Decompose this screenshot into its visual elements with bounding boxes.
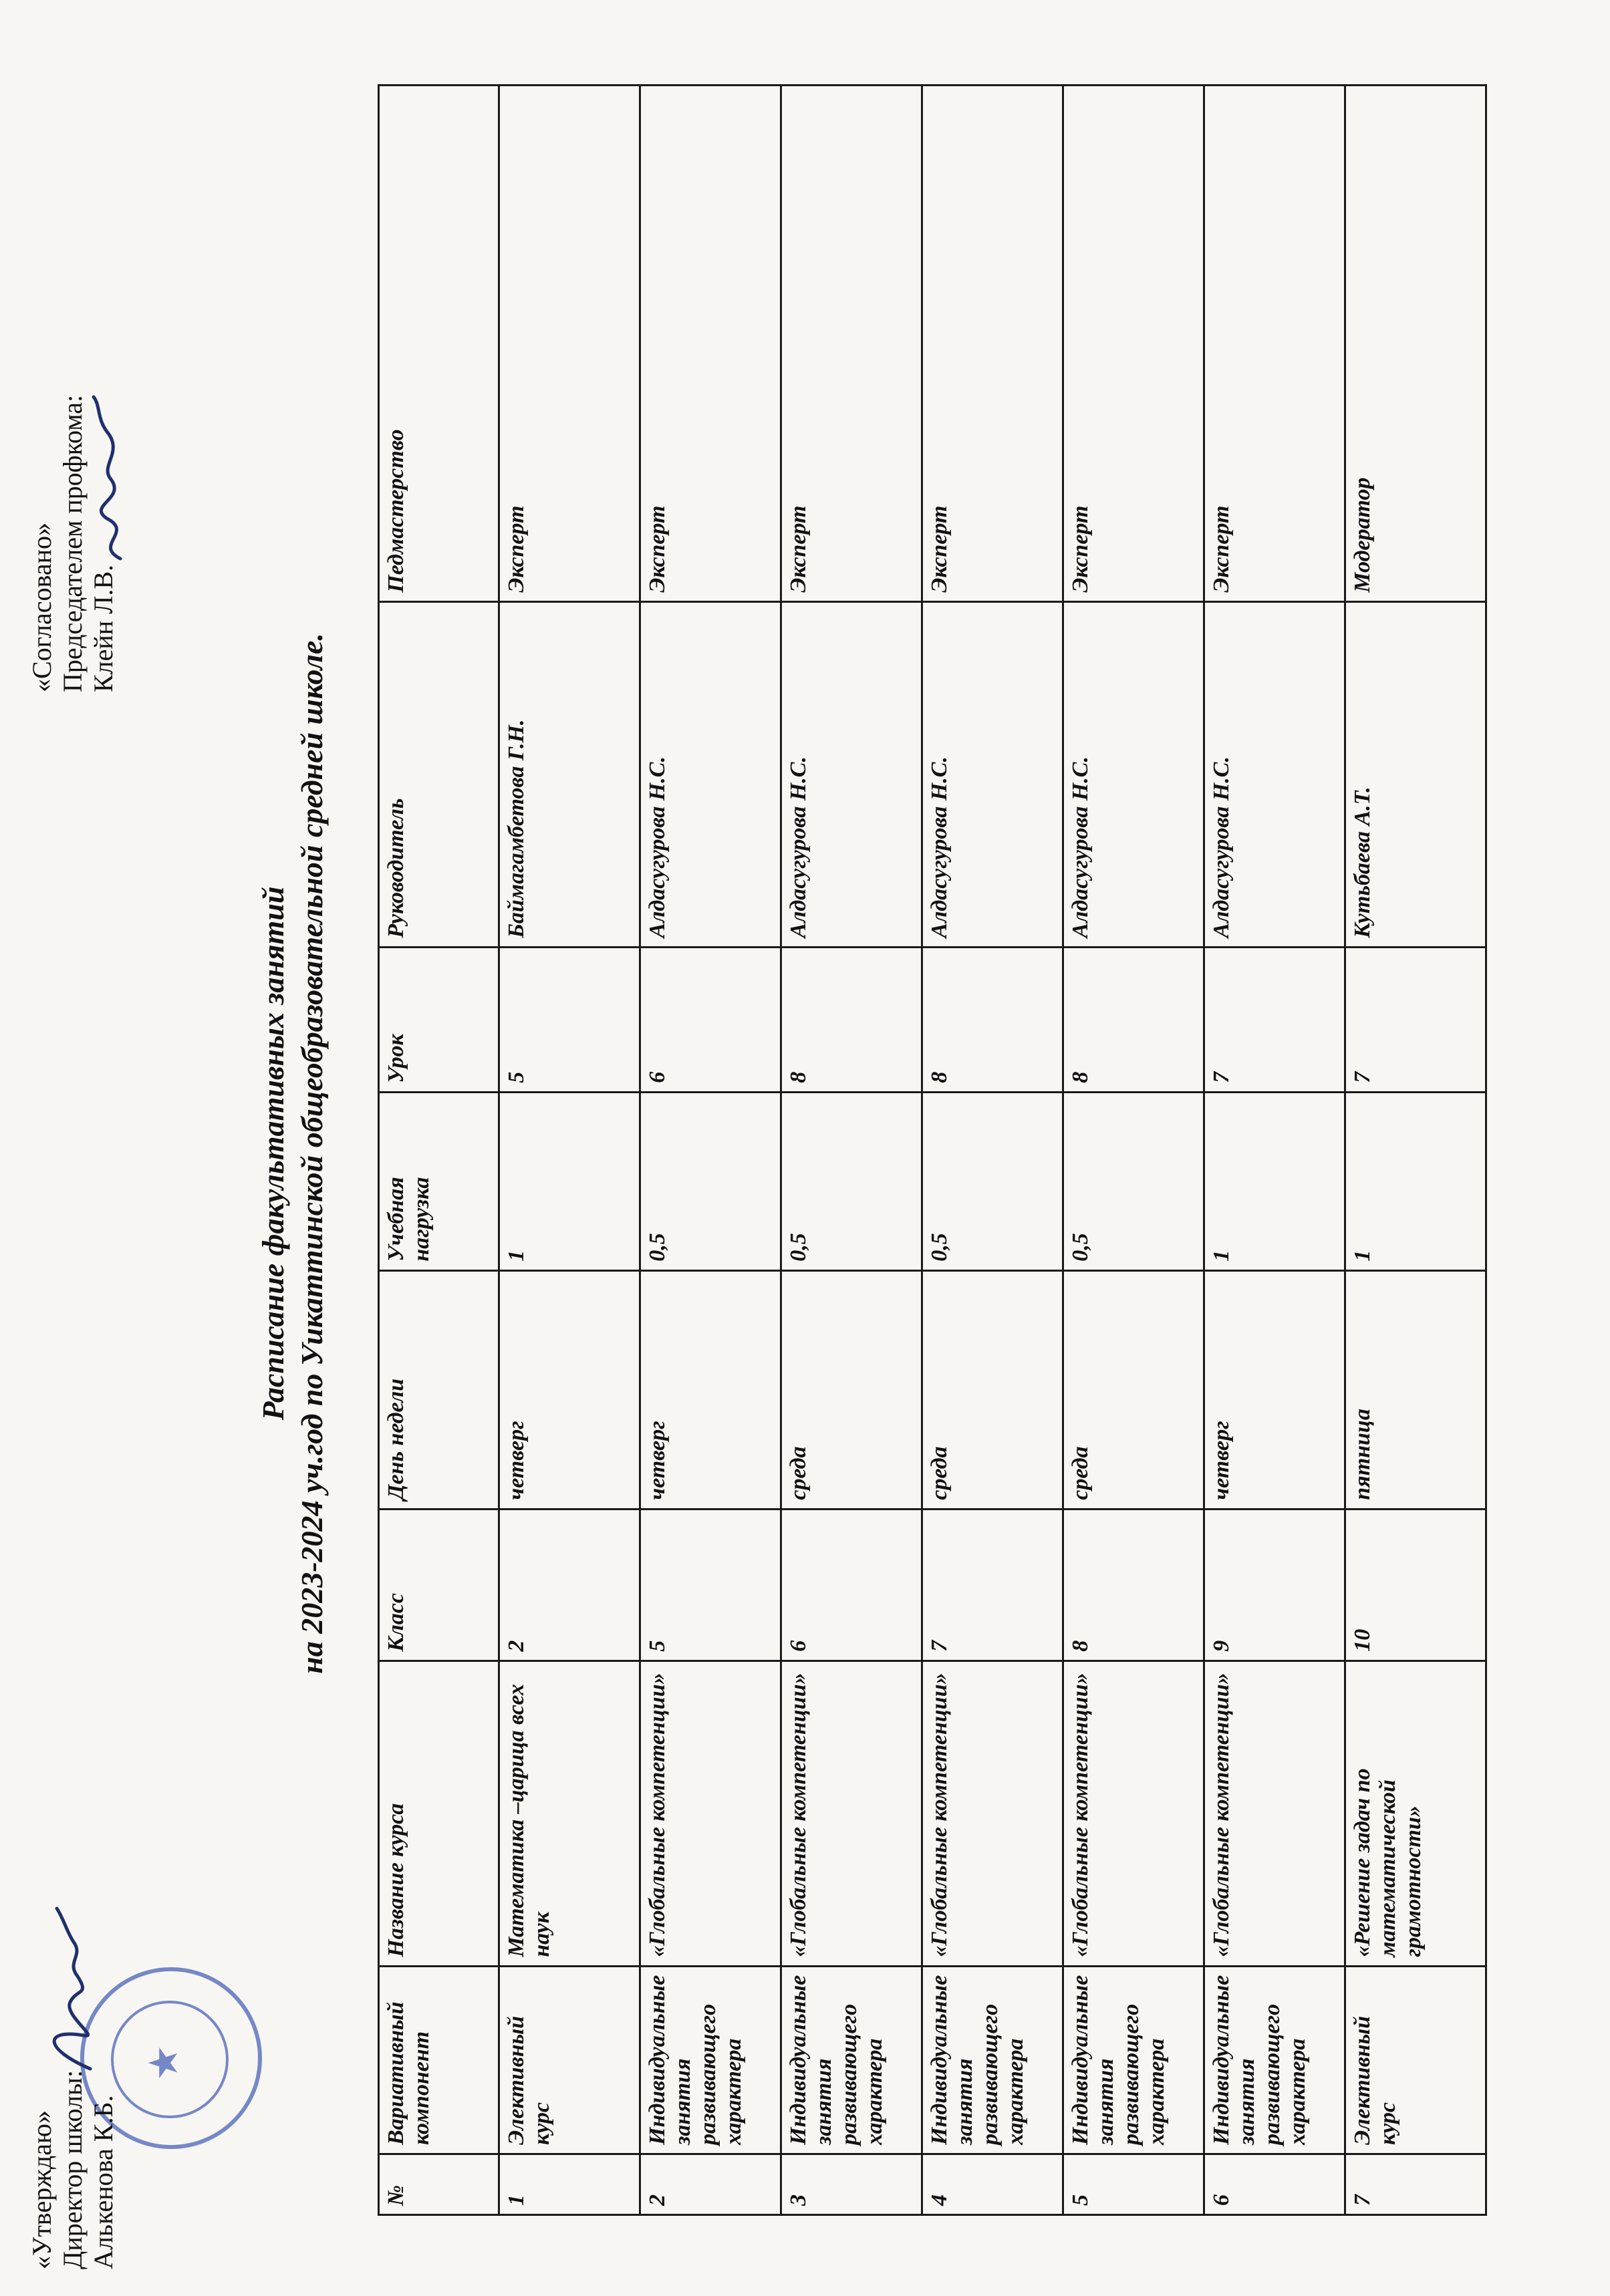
trade-union-signature (80, 392, 140, 565)
table-row (1063, 86, 1204, 2215)
pedagogical-level: Эксперт (922, 86, 1063, 602)
table-row (781, 86, 922, 2215)
teacher-name: Кутьбаева А.Т. (1345, 601, 1486, 947)
course-name: «Глобальные компетенции» (781, 1661, 922, 1966)
class-number: 6 (781, 1509, 922, 1661)
pedagogical-level: Эксперт (640, 86, 781, 602)
weekday: среда (1063, 1270, 1204, 1509)
teacher-name: Алдасугурова Н.С. (1204, 601, 1345, 947)
table-row (1345, 86, 1486, 2215)
lesson-number: 8 (1063, 947, 1204, 1092)
class-number: 10 (1345, 1509, 1486, 1661)
class-number: 5 (640, 1509, 781, 1661)
study-load: 0,5 (1063, 1092, 1204, 1270)
variative-component: Элективный курс (499, 1966, 640, 2154)
pedagogical-level: Модератор (1345, 86, 1486, 602)
agreement-position: Председателем профкома: (57, 394, 88, 692)
lesson-number: 6 (640, 947, 781, 1092)
pedagogical-level: Эксперт (1063, 86, 1204, 602)
course-name: «Глобальные компетенции» (640, 1661, 781, 1966)
course-name: «Решение задач по математической грамотности» (1345, 1661, 1486, 1966)
pedagogical-level: Эксперт (1204, 86, 1345, 602)
study-load: 1 (1204, 1092, 1345, 1270)
row-number: 7 (1345, 2154, 1486, 2215)
header-cell: Название курса (379, 1661, 499, 1966)
agreement-name: Клейн Л.В. (88, 564, 118, 692)
weekday: среда (781, 1270, 922, 1509)
row-number: 6 (1204, 2154, 1345, 2215)
table-row (922, 86, 1063, 2215)
study-load: 1 (1345, 1092, 1486, 1270)
approval-name: Алькенова К.Б. (88, 2095, 118, 2269)
row-number: 3 (781, 2154, 922, 2215)
header-cell: № (379, 2154, 499, 2215)
study-load: 0,5 (922, 1092, 1063, 1270)
row-number: 2 (640, 2154, 781, 2215)
pedagogical-level: Эксперт (499, 86, 640, 602)
table-row (1204, 86, 1345, 2215)
weekday: четверг (499, 1270, 640, 1509)
course-name: «Глобальные компетенции» (922, 1661, 1063, 1966)
header-cell: День недели (379, 1270, 499, 1509)
title-word: Расписание (256, 1263, 290, 1421)
schedule-table (378, 84, 1487, 2216)
weekday: среда (922, 1270, 1063, 1509)
class-number: 2 (499, 1509, 640, 1661)
lesson-number: 5 (499, 947, 640, 1092)
teacher-name: Алдасугурова Н.С. (640, 601, 781, 947)
class-number: 8 (1063, 1509, 1204, 1661)
study-load: 0,5 (781, 1092, 922, 1270)
table-row (640, 86, 781, 2215)
header-cell: Вариативный компонент (379, 1966, 499, 2154)
study-load: 1 (499, 1092, 640, 1270)
row-number: 4 (922, 2154, 1063, 2215)
header-cell: Педмастерство (379, 86, 499, 602)
row-number: 1 (499, 2154, 640, 2215)
study-load: 0,5 (640, 1092, 781, 1270)
title-line2: на 2023-2024 уч.год по Уикаттинской общеобразовательной средней школе. (295, 633, 329, 1674)
title-line1-rest: факультативных занятий (256, 886, 290, 1256)
course-name: «Глобальные компетенции» (1063, 1661, 1204, 1966)
lesson-number: 8 (781, 947, 922, 1092)
variative-component: Индивидуальные занятия развивающего характера (781, 1966, 922, 2154)
lesson-number: 7 (1204, 947, 1345, 1092)
agreement-heading: «Согласовано» (27, 522, 57, 692)
variative-component: Индивидуальные занятия развивающего характера (1063, 1966, 1204, 2154)
course-name: «Глобальные компетенции» (1204, 1661, 1345, 1966)
lesson-number: 8 (922, 947, 1063, 1092)
class-number: 9 (1204, 1509, 1345, 1661)
table-row (499, 86, 640, 2215)
approval-block (27, 2070, 119, 2269)
teacher-name: Алдасугурова Н.С. (1063, 601, 1204, 947)
teacher-name: Алдасугурова Н.С. (781, 601, 922, 947)
teacher-name: Алдасугурова Н.С. (922, 601, 1063, 947)
weekday: четверг (1204, 1270, 1345, 1509)
teacher-name: Баймагамбетова Г.Н. (499, 601, 640, 947)
header-cell: Урок (379, 947, 499, 1092)
course-name: Математика –царица всех наук (499, 1661, 640, 1966)
page-title (254, 585, 331, 1721)
lesson-number: 7 (1345, 947, 1486, 1092)
pedagogical-level: Эксперт (781, 86, 922, 602)
header-cell: Учебная нагрузка (379, 1092, 499, 1270)
weekday: пятница (1345, 1270, 1486, 1509)
class-number: 7 (922, 1509, 1063, 1661)
approval-position: Директор школы: (57, 2070, 88, 2269)
table-header-row (379, 86, 499, 2215)
director-signature (37, 1902, 110, 2075)
variative-component: Индивидуальные занятия развивающего характера (1204, 1966, 1345, 2154)
approval-heading: «Утверждаю» (27, 2110, 57, 2269)
header-cell: Руководитель (379, 601, 499, 947)
header-cell: Класс (379, 1509, 499, 1661)
school-seal: ★ (80, 1967, 262, 2149)
variative-component: Индивидуальные занятия развивающего характера (922, 1966, 1063, 2154)
weekday: четверг (640, 1270, 781, 1509)
variative-component: Индивидуальные занятия развивающего характера (640, 1966, 781, 2154)
variative-component: Элективный курс (1345, 1966, 1486, 2154)
row-number: 5 (1063, 2154, 1204, 2215)
